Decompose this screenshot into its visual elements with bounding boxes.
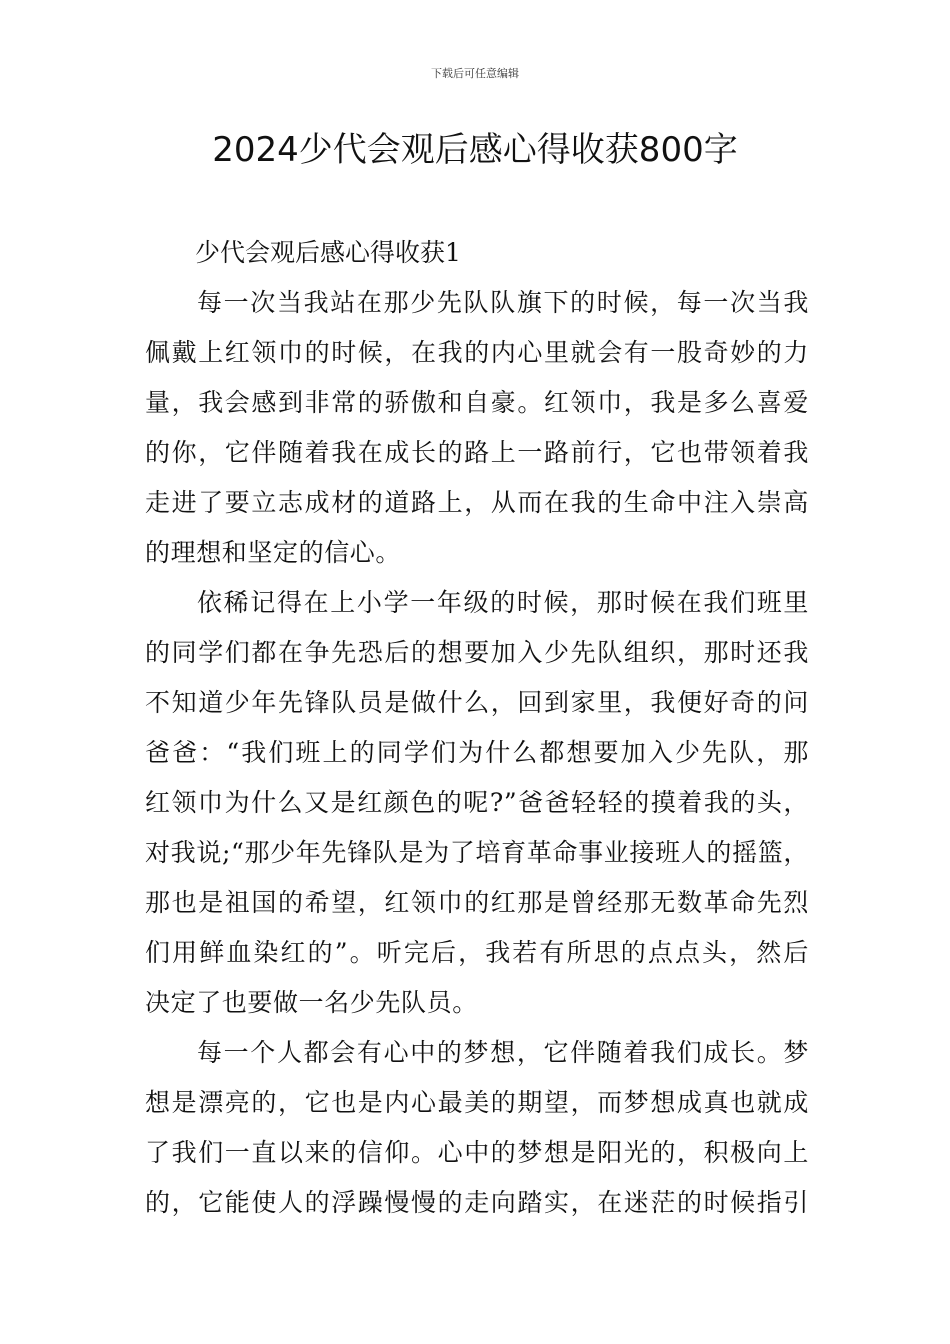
paragraph-line: 每一个人都会有心中的梦想，它伴随着我们成长。梦 (197, 1038, 809, 1067)
paragraph-line: 的你，它伴随着我在成长的路上一路前行，它也带领着我 (145, 438, 809, 467)
paragraph-line: 红领巾为什么又是红颜色的呢?”爸爸轻轻的摸着我的头， (145, 788, 809, 817)
paragraph-line: 那也是祖国的希望，红领巾的红那是曾经那无数革命先烈 (145, 888, 809, 917)
paragraph-line: 依稀记得在上小学一年级的时候，那时候在我们班里 (197, 588, 809, 617)
paragraph-line: 每一次当我站在那少先队队旗下的时候，每一次当我 (197, 288, 809, 317)
paragraph-1 (145, 278, 809, 578)
document-body (145, 228, 809, 1228)
document-title: 2024少代会观后感心得收获800字 (212, 130, 738, 170)
paragraph-line: 对我说;“那少年先锋队是为了培育革命事业接班人的摇篮， (145, 838, 809, 867)
paragraph-line: 的，它能使人的浮躁慢慢的走向踏实，在迷茫的时候指引 (145, 1188, 809, 1217)
header-note: 下载后可任意编辑 (431, 67, 519, 80)
paragraph-line: 的理想和坚定的信心。 (145, 538, 402, 567)
paragraph-line: 想是漂亮的，它也是内心最美的期望，而梦想成真也就成 (145, 1088, 809, 1117)
paragraph-2 (145, 578, 809, 1028)
paragraph-3 (145, 1028, 809, 1228)
paragraph-line: 了我们一直以来的信仰。心中的梦想是阳光的，积极向上 (145, 1138, 809, 1167)
paragraph-line: 佩戴上红领巾的时候，在我的内心里就会有一股奇妙的力 (145, 338, 809, 367)
paragraph-line: 量，我会感到非常的骄傲和自豪。红领巾，我是多么喜爱 (145, 388, 809, 417)
section-heading: 少代会观后感心得收获1 (195, 238, 461, 267)
paragraph-line: 爸爸：“我们班上的同学们为什么都想要加入少先队，那 (145, 738, 809, 767)
paragraph-line: 不知道少年先锋队员是做什么，回到家里，我便好奇的问 (145, 688, 809, 717)
paragraph-line: 们用鲜血染红的”。听完后，我若有所思的点点头，然后 (145, 938, 809, 967)
paragraph-line: 的同学们都在争先恐后的想要加入少先队组织，那时还我 (145, 638, 809, 667)
paragraph-line: 走进了要立志成材的道路上，从而在我的生命中注入崇高 (145, 488, 809, 517)
paragraph-line: 决定了也要做一名少先队员。 (145, 988, 478, 1017)
